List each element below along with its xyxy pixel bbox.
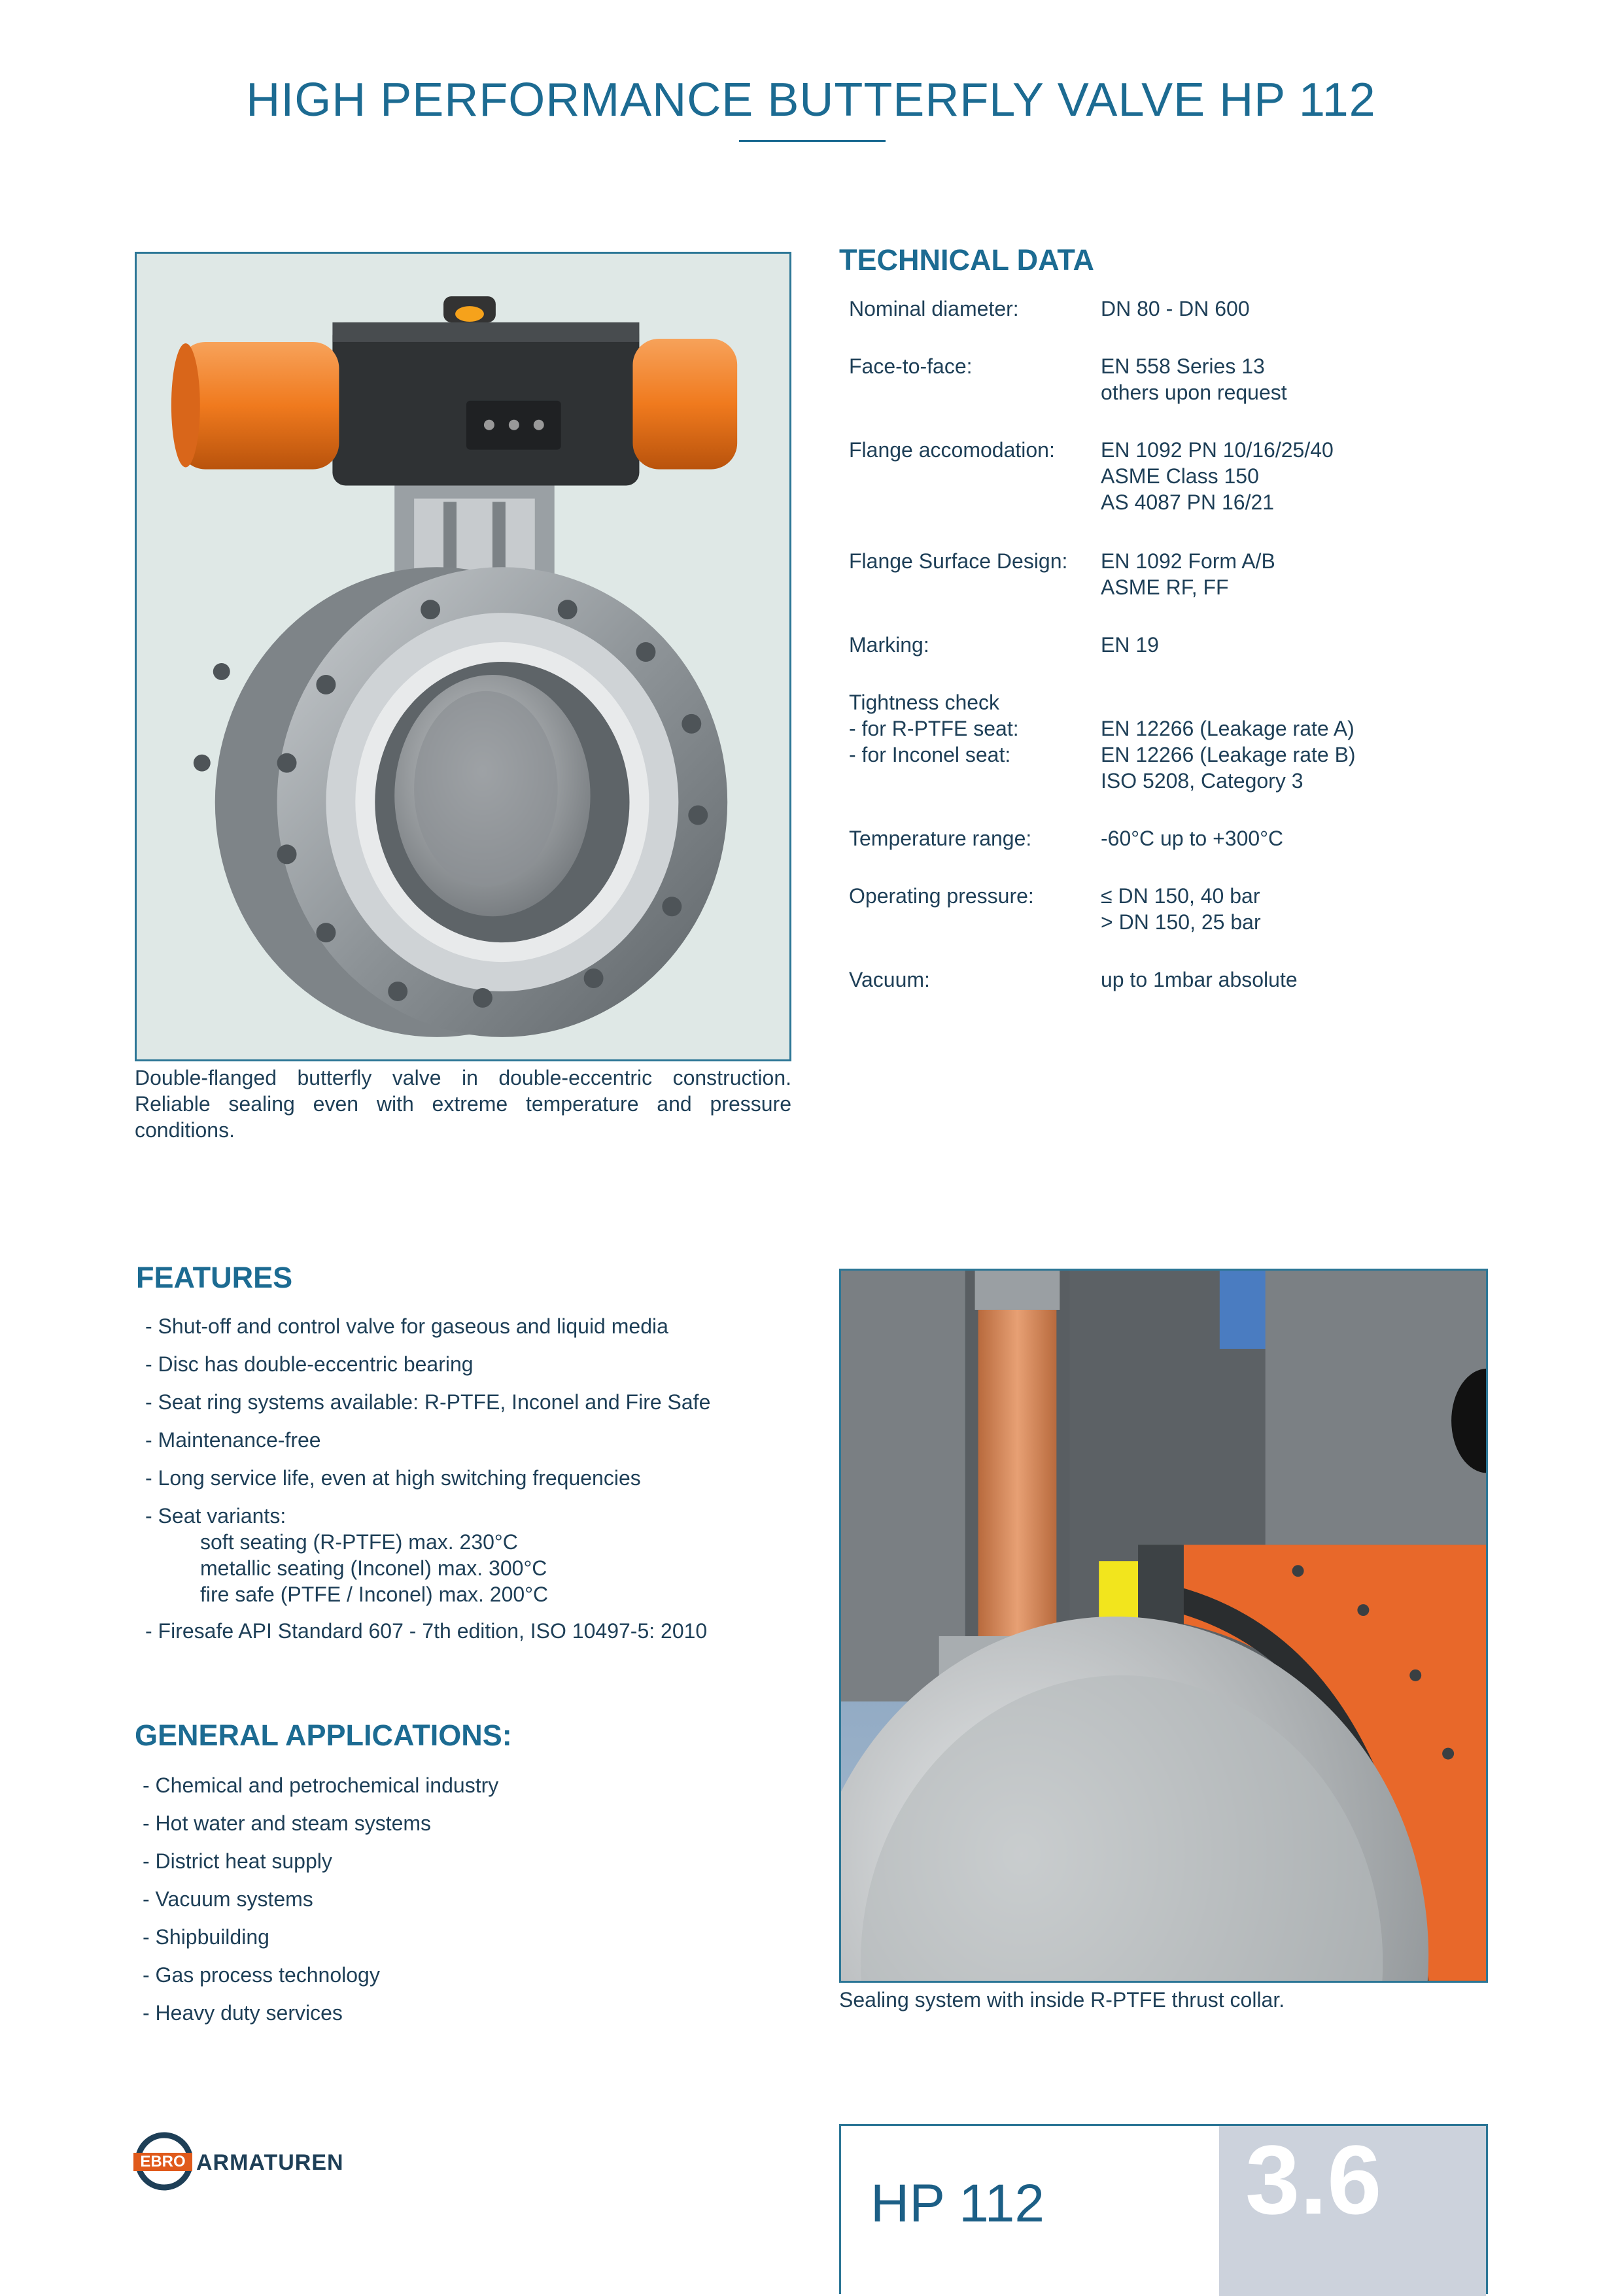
footer-box xyxy=(839,2124,1488,2294)
valve-image xyxy=(135,252,791,1061)
td-value: EN 558 Series 13 xyxy=(1101,354,1265,378)
td-value: -60°C up to +300°C xyxy=(1101,827,1284,850)
feature-item-seat-variants xyxy=(145,1503,548,1607)
td-value: ≤ DN 150, 40 bar xyxy=(1101,884,1260,908)
feature-item-label: - Seat variants: xyxy=(145,1504,286,1528)
application-item: - District heat supply xyxy=(143,1849,332,1873)
td-label: Tightness check xyxy=(849,691,1000,714)
application-item: - Gas process technology xyxy=(143,1963,380,1987)
sealing-system-cutaway-illustration xyxy=(841,1271,1486,1981)
detail-image-caption: Sealing system with inside R-PTFE thrust collar. xyxy=(839,1988,1285,2012)
td-label: Flange accomodation: xyxy=(849,438,1055,462)
butterfly-valve-with-actuator-illustration xyxy=(137,254,789,1059)
td-value: EN 19 xyxy=(1101,633,1159,657)
features-heading: FEATURES xyxy=(136,1261,293,1294)
logo-text: ARMATUREN xyxy=(196,2150,344,2175)
feature-item: - Maintenance-free xyxy=(145,1428,321,1452)
applications-heading: GENERAL APPLICATIONS: xyxy=(135,1719,512,1752)
application-item: - Chemical and petrochemical industry xyxy=(143,1773,499,1797)
feature-item: - Long service life, even at high switching frequencies xyxy=(145,1466,641,1490)
td-label: Flange Surface Design: xyxy=(849,549,1068,573)
td-value: ISO 5208, Category 3 xyxy=(1101,769,1303,793)
application-item: - Hot water and steam systems xyxy=(143,1811,432,1835)
feature-item: - Disc has double-eccentric bearing xyxy=(145,1352,474,1376)
td-value: EN 12266 (Leakage rate A) xyxy=(1101,717,1355,740)
td-label: - for R-PTFE seat: xyxy=(849,717,1019,740)
footer-section-number: 3.6 xyxy=(1245,2125,1382,2235)
sealing-detail-image xyxy=(839,1269,1488,1983)
td-value: ASME Class 150 xyxy=(1101,464,1259,488)
td-value: EN 12266 (Leakage rate B) xyxy=(1101,743,1356,766)
td-value: EN 1092 PN 10/16/25/40 xyxy=(1101,438,1334,462)
td-value: EN 1092 Form A/B xyxy=(1101,549,1275,573)
application-item: - Vacuum systems xyxy=(143,1887,313,1911)
logo-badge xyxy=(133,2153,192,2171)
company-logo xyxy=(133,2131,356,2196)
feature-item: - Shut-off and control valve for gaseous and liquid media xyxy=(145,1314,668,1338)
logo-badge-text: EBRO xyxy=(140,2153,186,2170)
td-label: Face-to-face: xyxy=(849,354,973,378)
title-underline xyxy=(739,140,886,142)
td-value: DN 80 - DN 600 xyxy=(1101,297,1250,320)
seat-variant: soft seating (R-PTFE) max. 230°C xyxy=(200,1530,518,1554)
feature-item: - Firesafe API Standard 607 - 7th edition, ISO 10497-5: 2010 xyxy=(145,1619,708,1643)
main-image-caption: Double-flanged butterfly valve in double-eccentric construction. Reliable sealing even with extreme temperature and pressure conditions. xyxy=(135,1066,791,1142)
seat-variant: fire safe (PTFE / Inconel) max. 200°C xyxy=(200,1583,549,1606)
td-label: Temperature range: xyxy=(849,827,1032,850)
td-label: Vacuum: xyxy=(849,968,930,991)
td-label: Operating pressure: xyxy=(849,884,1034,908)
page-title: HIGH PERFORMANCE BUTTERFLY VALVE HP 112 xyxy=(246,74,1376,126)
td-value: AS 4087 PN 16/21 xyxy=(1101,490,1275,514)
technical-data-heading: TECHNICAL DATA xyxy=(839,243,1094,277)
td-label: Nominal diameter: xyxy=(849,297,1019,320)
footer-number-panel xyxy=(1219,2126,1486,2296)
td-label: - for Inconel seat: xyxy=(849,743,1011,766)
td-value: up to 1mbar absolute xyxy=(1101,968,1298,991)
feature-item: - Seat ring systems available: R-PTFE, Inconel and Fire Safe xyxy=(145,1390,711,1414)
td-value: > DN 150, 25 bar xyxy=(1101,910,1261,934)
td-value xyxy=(1101,689,1441,715)
td-value: ASME RF, FF xyxy=(1101,575,1229,599)
application-item: - Shipbuilding xyxy=(143,1925,269,1949)
td-value: others upon request xyxy=(1101,381,1287,404)
application-item: - Heavy duty services xyxy=(143,2001,343,2025)
footer-product-code: HP 112 xyxy=(871,2174,1044,2233)
seat-variant: metallic seating (Inconel) max. 300°C xyxy=(200,1556,547,1580)
td-label: Marking: xyxy=(849,633,929,657)
